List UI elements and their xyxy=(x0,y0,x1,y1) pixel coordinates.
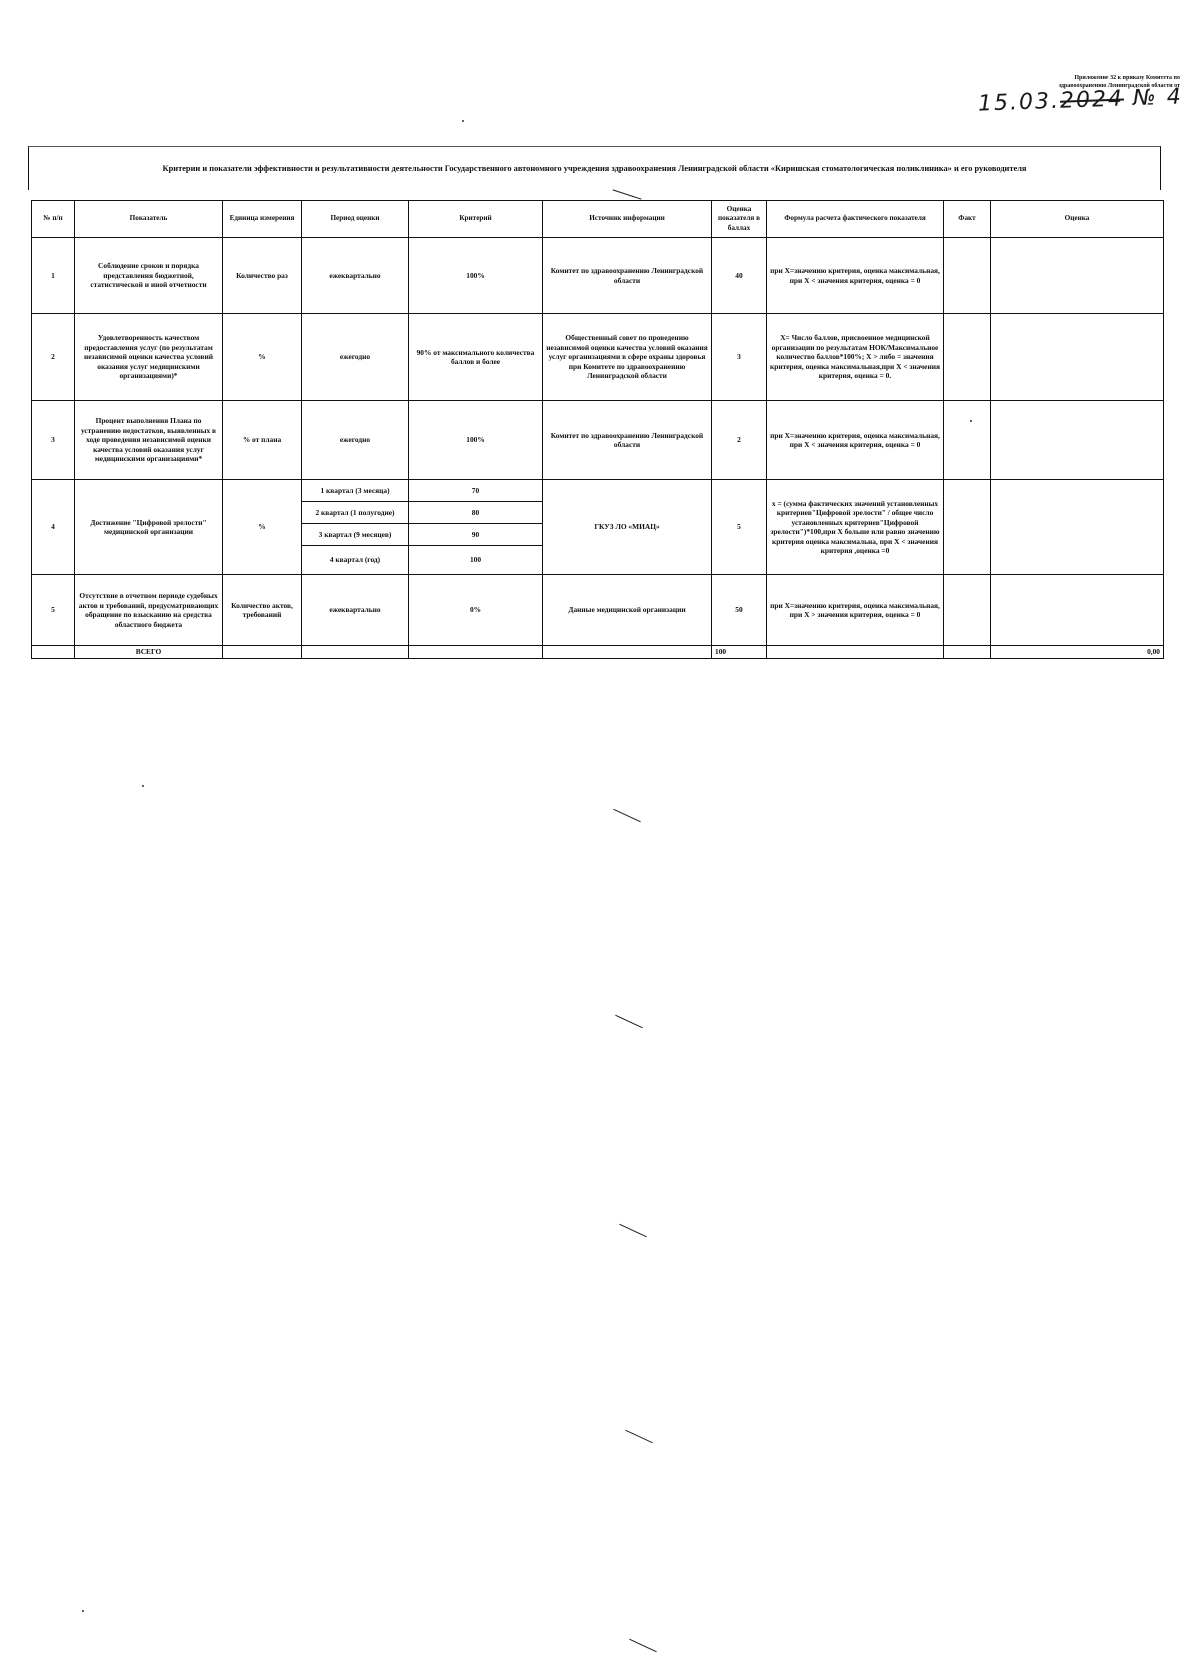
cell-num: 2 xyxy=(32,314,75,401)
cell-criterion-q4: 100 xyxy=(409,546,543,575)
cell-indicator: Удовлетворенность качеством предоставления услуг (по результатам независимой оценки качества условий оказания услуг медицинскими организациями)* xyxy=(75,314,223,401)
total-cell-empty xyxy=(767,646,944,659)
appendix-line-2: здравоохранению Ленинградской области от xyxy=(1058,83,1180,89)
cell-period: ежеквартально xyxy=(302,238,409,314)
cell-criterion-q3: 90 xyxy=(409,524,543,546)
cell-indicator: Процент выполнения Плана по устранению недостатков, выявленных в ходе проведения независимой оценки качества условий оказания услуг медицинскими организациями* xyxy=(75,401,223,480)
cell-fact xyxy=(944,480,991,575)
cell-fact xyxy=(944,314,991,401)
table-row xyxy=(32,401,1164,480)
cell-criterion-q1: 70 xyxy=(409,480,543,502)
cell-rating xyxy=(991,575,1164,646)
total-cell-empty xyxy=(944,646,991,659)
scan-mark xyxy=(629,1639,657,1653)
cell-unit: Количество раз xyxy=(223,238,302,314)
cell-num: 5 xyxy=(32,575,75,646)
scan-mark xyxy=(613,189,642,199)
table-row xyxy=(32,314,1164,401)
cell-fact xyxy=(944,238,991,314)
total-cell-empty xyxy=(223,646,302,659)
cell-formula: x = (сумма фактических значений установленных критериев"Цифровой зрелости" / общее число установленных критериев"Цифровой зрелости")*100,при X больше или равно значению критерия оценка максимальна, при X < значения критерия ,оценка =0 xyxy=(767,480,944,575)
cell-rating xyxy=(991,480,1164,575)
cell-indicator: Достижение "Цифровой зрелости" медицинской организации xyxy=(75,480,223,575)
header-num: № п/п xyxy=(32,201,75,238)
handwritten-date-year: 2024 xyxy=(1059,86,1125,114)
scan-mark xyxy=(619,1224,647,1238)
cell-num: 4 xyxy=(32,480,75,575)
cell-formula: при X=значению критерия, оценка максимальная, при X < значения критерия, оценка = 0 xyxy=(767,238,944,314)
scan-mark xyxy=(615,1015,643,1029)
cell-fact xyxy=(944,575,991,646)
cell-score: 5 xyxy=(712,480,767,575)
cell-period: ежеквартально xyxy=(302,575,409,646)
table-row xyxy=(32,238,1164,314)
handwritten-date-number: № 4 xyxy=(1132,84,1184,112)
header-score: Оценка показателя в баллах xyxy=(712,201,767,238)
header-rating: Оценка xyxy=(991,201,1164,238)
cell-source: Общественный совет по проведению независимой оценки качества условий оказания услуг организациями в сфере охраны здоровья при Комитете по здравоохранению Ленинградской области xyxy=(543,314,712,401)
criteria-table xyxy=(31,200,1164,659)
cell-num: 3 xyxy=(32,401,75,480)
handwritten-date-day: 15.03. xyxy=(977,88,1061,117)
scan-dot xyxy=(462,120,464,122)
cell-score: 2 xyxy=(712,401,767,480)
cell-score: 50 xyxy=(712,575,767,646)
cell-period: ежегодно xyxy=(302,401,409,480)
cell-score: 40 xyxy=(712,238,767,314)
cell-score: 3 xyxy=(712,314,767,401)
cell-criterion: 0% xyxy=(409,575,543,646)
header-fact: Факт xyxy=(944,201,991,238)
scan-dot xyxy=(970,420,972,422)
scan-mark xyxy=(625,1430,653,1444)
cell-source: Комитет по здравоохранению Ленинградской области xyxy=(543,401,712,480)
cell-indicator: Отсутствие в отчетном периоде судебных актов и требований, предусматривающих обращение по взысканию на средства областного бюджета xyxy=(75,575,223,646)
cell-unit: % от плана xyxy=(223,401,302,480)
cell-indicator: Соблюдение сроков и порядка представления бюджетной, статистической и иной отчетности xyxy=(75,238,223,314)
cell-formula: при X=значению критерия, оценка максимальная, при X < значения критерия, оценка = 0 xyxy=(767,401,944,480)
total-row xyxy=(32,646,1164,659)
total-cell-empty xyxy=(302,646,409,659)
cell-source: ГКУЗ ЛО «МИАЦ» xyxy=(543,480,712,575)
cell-formula: X= Число баллов, присвоенное медицинской организации по результатам НОК/Максимальное количество баллов*100%; X > либо = значения критерия, оценка максимальная,при X < значения критерия, оценка = 0. xyxy=(767,314,944,401)
cell-period: ежегодно xyxy=(302,314,409,401)
cell-fact xyxy=(944,401,991,480)
cell-criterion-q2: 80 xyxy=(409,502,543,524)
appendix-line-1: Приложение 32 к приказу Комитета по xyxy=(1074,75,1180,81)
table-row xyxy=(32,575,1164,646)
header-criterion: Критерий xyxy=(409,201,543,238)
cell-num: 1 xyxy=(32,238,75,314)
cell-period-q3: 3 квартал (9 месяцев) xyxy=(302,524,409,546)
header-source: Источник информации xyxy=(543,201,712,238)
total-score: 100 xyxy=(712,646,767,659)
document-title: Критерии и показатели эффективности и результативности деятельности Государственного автономного учреждения здравоохранения Ленинградской области «Киришская стоматологическая поликлиника» и его руководителя xyxy=(162,164,1027,173)
cell-formula: при X=значению критерия, оценка максимальная, при X > значения критерия, оценка = 0 xyxy=(767,575,944,646)
cell-source: Комитет по здравоохранению Ленинградской области xyxy=(543,238,712,314)
cell-unit: % xyxy=(223,314,302,401)
total-cell-empty xyxy=(543,646,712,659)
cell-rating xyxy=(991,401,1164,480)
cell-unit: % xyxy=(223,480,302,575)
header-indicator: Показатель xyxy=(75,201,223,238)
total-label: ВСЕГО xyxy=(75,646,223,659)
cell-criterion: 90% от максимального количества баллов и более xyxy=(409,314,543,401)
total-cell-empty xyxy=(32,646,75,659)
cell-unit: Количество актов, требований xyxy=(223,575,302,646)
table-header-row xyxy=(32,201,1164,238)
cell-period-q4: 4 квартал (год) xyxy=(302,546,409,575)
table-row xyxy=(32,480,1164,502)
title-box xyxy=(28,146,1161,190)
total-cell-empty xyxy=(409,646,543,659)
total-rating: 0,00 xyxy=(991,646,1164,659)
cell-criterion: 100% xyxy=(409,238,543,314)
scan-dot xyxy=(142,785,144,787)
scan-dot xyxy=(82,1610,84,1612)
cell-criterion: 100% xyxy=(409,401,543,480)
header-period: Период оценки xyxy=(302,201,409,238)
cell-rating xyxy=(991,238,1164,314)
cell-rating xyxy=(991,314,1164,401)
cell-period-q1: 1 квартал (3 месяца) xyxy=(302,480,409,502)
cell-source: Данные медицинской организации xyxy=(543,575,712,646)
scan-mark xyxy=(613,809,641,823)
cell-period-q2: 2 квартал (1 полугодие) xyxy=(302,502,409,524)
header-unit: Единица измерения xyxy=(223,201,302,238)
header-formula: Формула расчета фактического показателя xyxy=(767,201,944,238)
